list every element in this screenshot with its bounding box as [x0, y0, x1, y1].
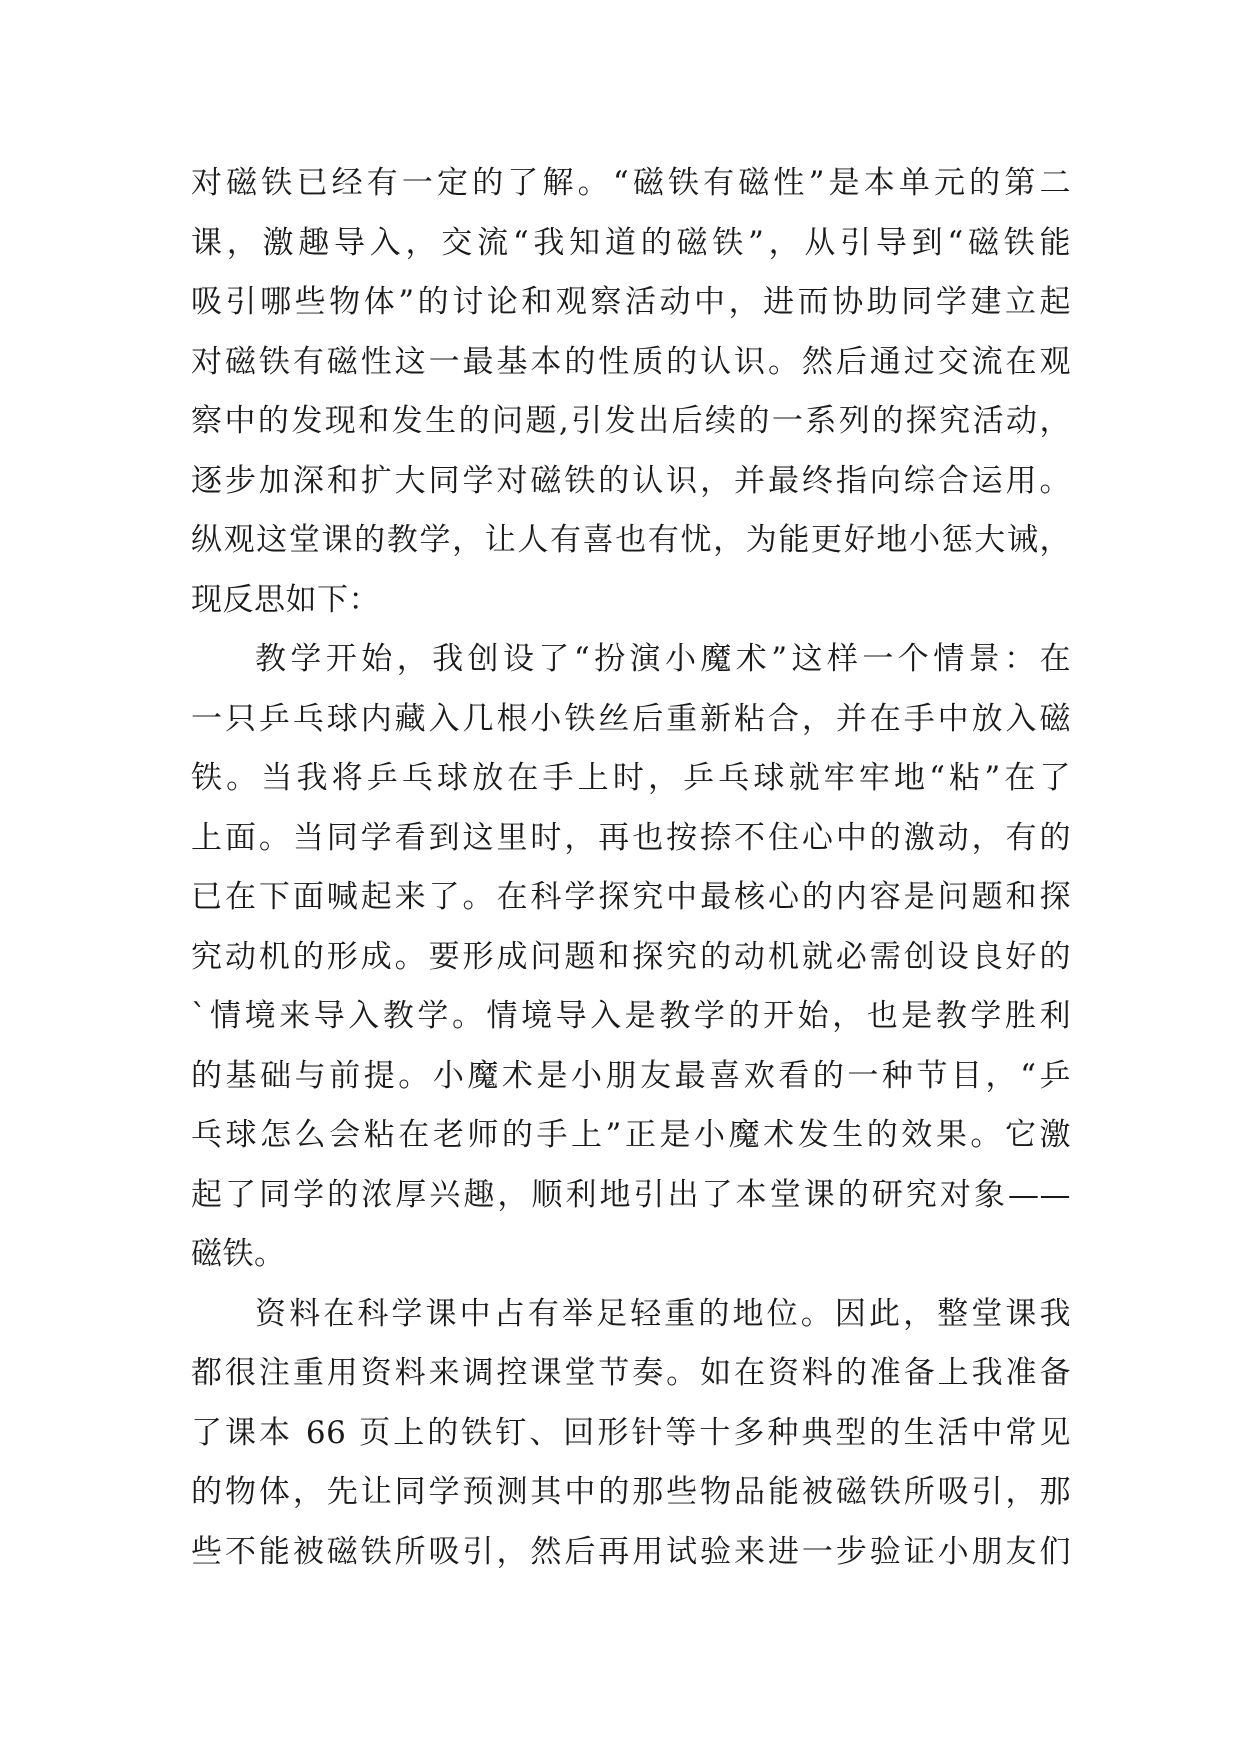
text-line: 究动机的形成。要形成问题和探究的动机就必需创设良好的: [191, 938, 1071, 975]
body-text: [191, 154, 1071, 1582]
text-line: 了课本 66 页上的铁钉、回形针等十多种典型的生活中常见: [191, 1414, 1071, 1451]
text-line: 对磁铁有磁性这一最基本的性质的认识。然后通过交流在观: [191, 343, 1071, 380]
text-line: 都很注重用资料来调控课堂节奏。如在资料的准备上我准备: [191, 1355, 1071, 1391]
paragraph-first-line: 资料在科学课中占有举足轻重的地位。因此，整堂课我: [255, 1295, 1071, 1332]
text-line: `情境来导入教学。情境导入是教学的开始，也是教学胜利: [191, 998, 1071, 1034]
text-line: 铁。当我将乒乓球放在手上时，乒乓球就牢牢地“粘”在了: [191, 760, 1071, 796]
text-line: 吸引哪些物体”的讨论和观察活动中，进而协助同学建立起: [191, 284, 1071, 320]
text-line: 逐步加深和扩大同学对磁铁的认识，并最终指向综合运用。: [191, 462, 1071, 499]
text-line: 课，激趣导入，交流“我知道的磁铁”，从引导到“磁铁能: [191, 224, 1071, 261]
text-line: 一只乒乓球内藏入几根小铁丝后重新粘合，并在手中放入磁: [191, 700, 1071, 737]
text-line: 的物体，先让同学预测其中的那些物品能被磁铁所吸引，那: [191, 1474, 1071, 1510]
text-line: 磁铁。: [191, 1236, 286, 1272]
text-line: 已在下面喊起来了。在科学探究中最核心的内容是问题和探: [191, 879, 1071, 915]
text-line: 的基础与前提。小魔术是小朋友最喜欢看的一种节目，“乒: [191, 1057, 1071, 1094]
text-line: 察中的发现和发生的问题,引发出后续的一系列的探究活动，: [191, 403, 1071, 439]
text-line: 乓球怎么会粘在老师的手上”正是小魔术发生的效果。它激: [191, 1117, 1071, 1153]
text-line: 纵观这堂课的教学，让人有喜也有忧，为能更好地小惩大诫，: [191, 522, 1071, 558]
text-line: 些不能被磁铁所吸引，然后再用试验来进一步验证小朋友们: [191, 1533, 1071, 1570]
text-line: 现反思如下：: [191, 581, 380, 618]
paragraph-first-line: 教学开始，我创设了“扮演小魔术”这样一个情景：在: [255, 641, 1071, 677]
text-line: 上面。当同学看到这里时，再也按捺不住心中的激动，有的: [191, 819, 1071, 856]
text-line: 起了同学的浓厚兴趣，顺利地引出了本堂课的研究对象——: [191, 1176, 1071, 1213]
text-line: 对磁铁已经有一定的了解。“磁铁有磁性”是本单元的第二: [191, 165, 1071, 201]
